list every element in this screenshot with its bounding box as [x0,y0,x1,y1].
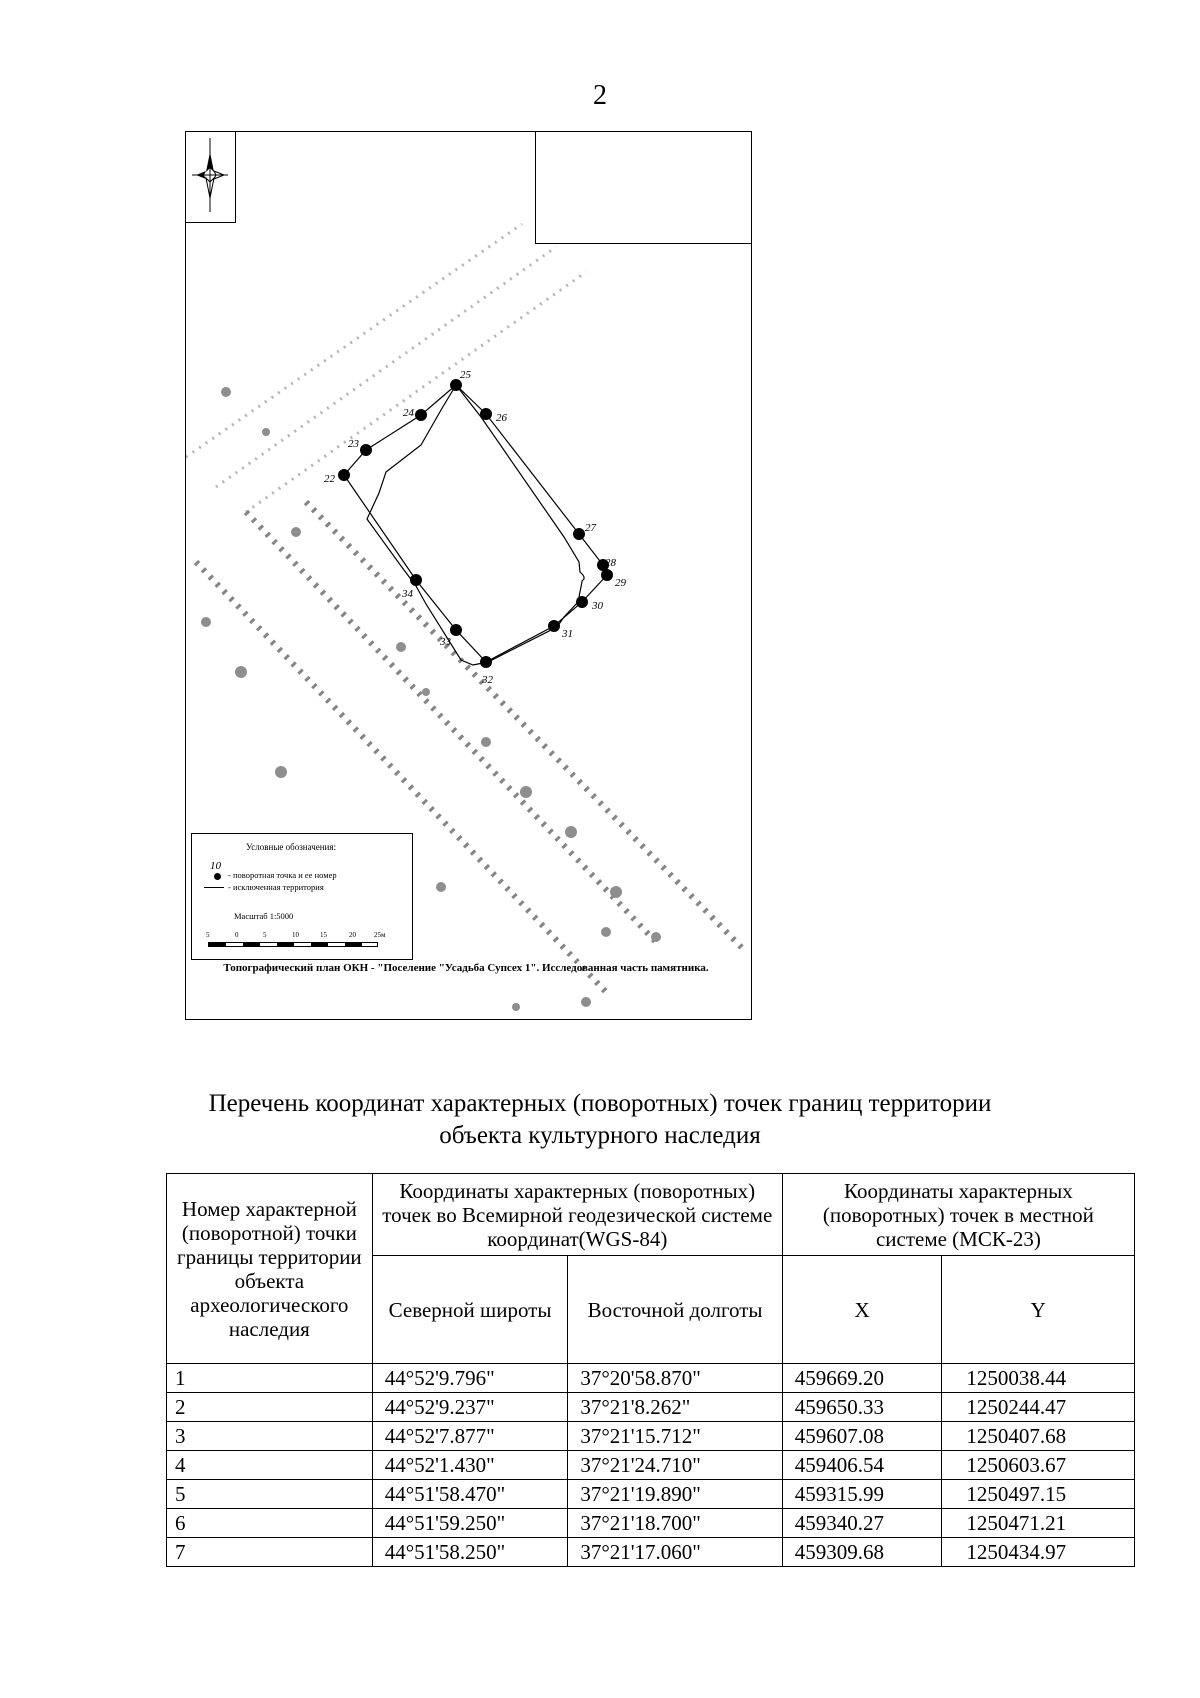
boundary-point-label: 27 [585,522,596,534]
document-heading [150,1088,1050,1152]
boundary-point-label: 33 [440,636,451,648]
cell-y: 1250434.97 [942,1538,1135,1567]
boundary-point-label: 22 [324,473,335,485]
boundary-point-marker [480,408,492,420]
cell-longitude: 37°21'18.700" [568,1509,782,1538]
cell-latitude: 44°52'9.796" [372,1364,568,1393]
title-block-box [535,132,751,244]
header-wgs84-group: Координаты характерных (поворотных) точек во Всемирной геодезической системе координат(WGS-84) [372,1174,782,1256]
boundary-point-marker [338,469,350,481]
header-y: Y [942,1256,1135,1364]
boundary-point-marker [360,444,372,456]
compass-rose-box [186,132,236,223]
scale-bar [208,942,378,947]
boundary-point-label: 30 [592,600,603,612]
cell-point-number: 6 [167,1509,373,1538]
coordinates-table-body [167,1364,1135,1567]
heading-line-2: объекта культурного наследия [439,1122,761,1149]
boundary-point-marker [548,620,560,632]
cell-y: 1250497.15 [942,1480,1135,1509]
cell-point-number: 3 [167,1422,373,1451]
cell-point-number: 5 [167,1480,373,1509]
table-row [167,1364,1135,1393]
boundary-point-label: 24 [403,407,414,419]
cell-y: 1250471.21 [942,1509,1135,1538]
legend-point-label: - поворотная точка и ее номер [228,870,337,880]
cell-latitude: 44°52'7.877" [372,1422,568,1451]
cell-longitude: 37°21'19.890" [568,1480,782,1509]
boundary-point-label: 26 [496,412,507,424]
excluded-territory-boundary [344,385,610,665]
scale-tick-label: 5 [206,931,210,939]
table-row [167,1509,1135,1538]
cell-point-number: 1 [167,1364,373,1393]
cell-x: 459406.54 [782,1451,942,1480]
table-row [167,1393,1135,1422]
cell-x: 459340.27 [782,1509,942,1538]
legend-line-symbol [204,887,224,888]
cell-x: 459315.99 [782,1480,942,1509]
scale-label: Масштаб 1:5000 [234,911,294,921]
topographic-map [185,131,752,1020]
cell-x: 459650.33 [782,1393,942,1422]
coordinates-table [166,1173,1135,1567]
legend-title: Условные обозначения: [246,842,337,852]
boundary-point-marker [415,409,427,421]
cell-point-number: 7 [167,1538,373,1567]
cell-latitude: 44°52'1.430" [372,1451,568,1480]
scale-tick-label: 5 [263,931,267,939]
cell-latitude: 44°51'58.470" [372,1480,568,1509]
map-caption: Топографический план ОКН - "Поселение "Усадьба Супсех 1". Исследованная часть памятника. [223,962,709,974]
legend-example-number: 10 [210,860,221,872]
header-longitude: Восточной долготы [568,1256,782,1364]
boundary-point-label: 34 [402,588,413,600]
boundary-point-marker [601,569,613,581]
scale-tick-label: 0 [235,931,239,939]
cell-y: 1250038.44 [942,1364,1135,1393]
boundary-point-label: 25 [460,369,471,381]
boundary-outline [344,385,607,662]
table-row [167,1422,1135,1451]
boundary-point-marker [573,528,585,540]
scale-tick-label: 10 [292,931,299,939]
cell-latitude: 44°52'9.237" [372,1393,568,1422]
page-number: 2 [593,80,607,111]
table-row [167,1480,1135,1509]
boundary-point-label: 31 [562,628,573,640]
table-row [167,1538,1135,1567]
boundary-point-marker [480,656,492,668]
cell-x: 459607.08 [782,1422,942,1451]
header-latitude: Северной широты [372,1256,568,1364]
table-row [167,1451,1135,1480]
cell-point-number: 4 [167,1451,373,1480]
cell-longitude: 37°21'15.712" [568,1422,782,1451]
boundary-point-label: 29 [615,577,626,589]
cell-y: 1250407.68 [942,1422,1135,1451]
compass-icon [186,132,234,221]
cell-longitude: 37°21'17.060" [568,1538,782,1567]
cell-x: 459309.68 [782,1538,942,1567]
cell-y: 1250244.47 [942,1393,1135,1422]
legend-point-symbol [214,873,221,880]
scale-tick-label: 25м [374,931,386,939]
boundary-point-marker [576,596,588,608]
header-point-number: Номер характерной (поворотной) точки границы территории объекта археологического наследия [167,1174,373,1364]
cell-longitude: 37°21'24.710" [568,1451,782,1480]
scale-tick-label: 20 [349,931,356,939]
boundary-point-label: 23 [348,438,359,450]
map-legend [191,833,413,960]
header-x: X [782,1256,942,1364]
cell-latitude: 44°51'58.250" [372,1538,568,1567]
cell-x: 459669.20 [782,1364,942,1393]
cell-longitude: 37°20'58.870" [568,1364,782,1393]
boundary-point-marker [450,624,462,636]
boundary-point-label: 32 [482,674,493,686]
heading-line-1: Перечень координат характерных (поворотных) точек границ территории [208,1090,992,1117]
header-msk23-group: Координаты характерных (поворотных) точек в местной системе (МСК-23) [782,1174,1134,1256]
cell-latitude: 44°51'59.250" [372,1509,568,1538]
scale-tick-label: 15 [320,931,327,939]
legend-line-label: - исключенная территория [228,882,324,892]
cell-longitude: 37°21'8.262" [568,1393,782,1422]
cell-point-number: 2 [167,1393,373,1422]
boundary-point-label: 28 [605,557,616,569]
cell-y: 1250603.67 [942,1451,1135,1480]
boundary-point-marker [410,574,422,586]
